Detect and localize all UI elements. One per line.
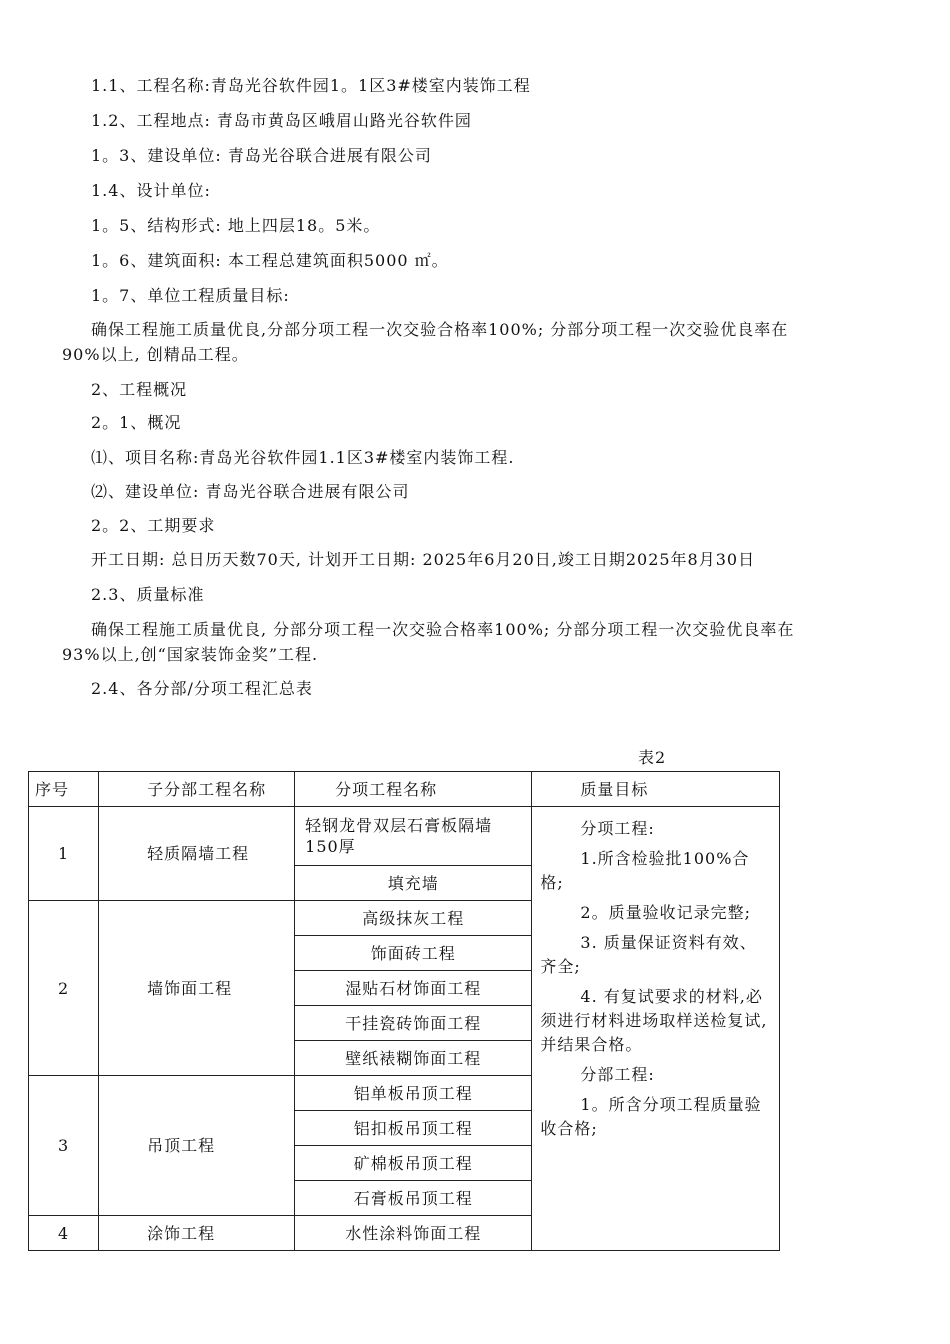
section-2-2-heading: 2。2、工期要求 — [91, 516, 216, 535]
header-seq: 序号 — [29, 772, 99, 807]
quality-goal-text-2: 90%以上, 创精品工程。 — [62, 345, 249, 364]
sub-division-cell: 墙饰面工程 — [99, 901, 295, 1076]
quality-standard-text-2: 93%以上,创“国家装饰金奖”工程. — [62, 645, 319, 664]
goal-text: 3. 质量保证资料有效、齐全; — [540, 933, 757, 976]
project-name-line: 1.1、工程名称:青岛光谷软件园1。1区3#楼室内装饰工程 — [91, 76, 531, 95]
seq-cell: 1 — [29, 807, 99, 901]
table-row — [29, 807, 780, 866]
client-line: 1。3、建设单位: 青岛光谷联合进展有限公司 — [91, 146, 432, 165]
header-item: 分项工程名称 — [295, 772, 532, 807]
table-header-row — [29, 772, 780, 807]
sub-division-cell: 轻质隔墙工程 — [99, 807, 295, 901]
area-line: 1。6、建筑面积: 本工程总建筑面积5000 ㎡。 — [91, 251, 449, 270]
sub-division-cell: 吊顶工程 — [99, 1076, 295, 1216]
section-2-4-heading: 2.4、各分部/分项工程汇总表 — [91, 679, 313, 698]
table-caption: 表2 — [638, 748, 667, 767]
quality-standard-text-1: 确保工程施工质量优良, 分部分项工程一次交验合格率100%; 分部分项工程一次交验优良率在 — [91, 620, 795, 639]
item-client: ⑵、建设单位: 青岛光谷联合进展有限公司 — [91, 482, 410, 501]
quality-goal-heading: 1。7、单位工程质量目标: — [91, 286, 290, 305]
seq-cell: 4 — [29, 1216, 99, 1251]
item-project-name: ⑴、项目名称:青岛光谷软件园1.1区3#楼室内装饰工程. — [91, 448, 515, 467]
schedule-line: 开工日期: 总日历天数70天, 计划开工日期: 2025年6月20日,竣工日期2025年8月30日 — [91, 550, 756, 569]
item-cell: 矿棉板吊顶工程 — [295, 1146, 532, 1181]
goal-text: 2。质量验收记录完整; — [580, 903, 751, 922]
project-location-line: 1.2、工程地点: 青岛市黄岛区峨眉山路光谷软件园 — [91, 111, 472, 130]
item-cell: 水性涂料饰面工程 — [295, 1216, 532, 1251]
item-cell: 干挂瓷砖饰面工程 — [295, 1006, 532, 1041]
sub-division-cell: 涂饰工程 — [99, 1216, 295, 1251]
item-cell: 石膏板吊顶工程 — [295, 1181, 532, 1216]
item-cell: 高级抹灰工程 — [295, 901, 532, 936]
header-sub-division: 子分部工程名称 — [99, 772, 295, 807]
header-quality-goal: 质量目标 — [532, 772, 780, 807]
quality-goal-text-1: 确保工程施工质量优良,分部分项工程一次交验合格率100%; 分部分项工程一次交验优良率在 — [91, 320, 789, 339]
seq-cell: 3 — [29, 1076, 99, 1216]
item-cell: 饰面砖工程 — [295, 936, 532, 971]
item-cell: 铝扣板吊顶工程 — [295, 1111, 532, 1146]
section-2-1-heading: 2。1、概况 — [91, 413, 182, 432]
goal-subitem-heading: 分项工程: — [580, 819, 655, 838]
summary-table — [28, 771, 780, 1251]
goal-text: 1。所含分项工程质量验收合格; — [540, 1095, 762, 1138]
quality-goal-cell — [532, 807, 780, 1251]
designer-line: 1.4、设计单位: — [91, 181, 211, 200]
item-cell: 湿贴石材饰面工程 — [295, 971, 532, 1006]
goal-text: 4. 有复试要求的材料,必须进行材料进场取样送检复试, 并结果合格。 — [540, 987, 768, 1054]
item-cell: 轻钢龙骨双层石膏板隔墙150厚 — [295, 807, 532, 866]
seq-cell: 2 — [29, 901, 99, 1076]
goal-text: 1.所含检验批100%合格; — [540, 849, 750, 892]
structure-line: 1。5、结构形式: 地上四层18。5米。 — [91, 216, 381, 235]
item-cell: 填充墙 — [295, 866, 532, 901]
section-2-3-heading: 2.3、质量标准 — [91, 585, 205, 604]
item-cell: 壁纸裱糊饰面工程 — [295, 1041, 532, 1076]
section-2-heading: 2、工程概况 — [91, 380, 188, 399]
goal-division-heading: 分部工程: — [580, 1065, 655, 1084]
item-cell: 铝单板吊顶工程 — [295, 1076, 532, 1111]
